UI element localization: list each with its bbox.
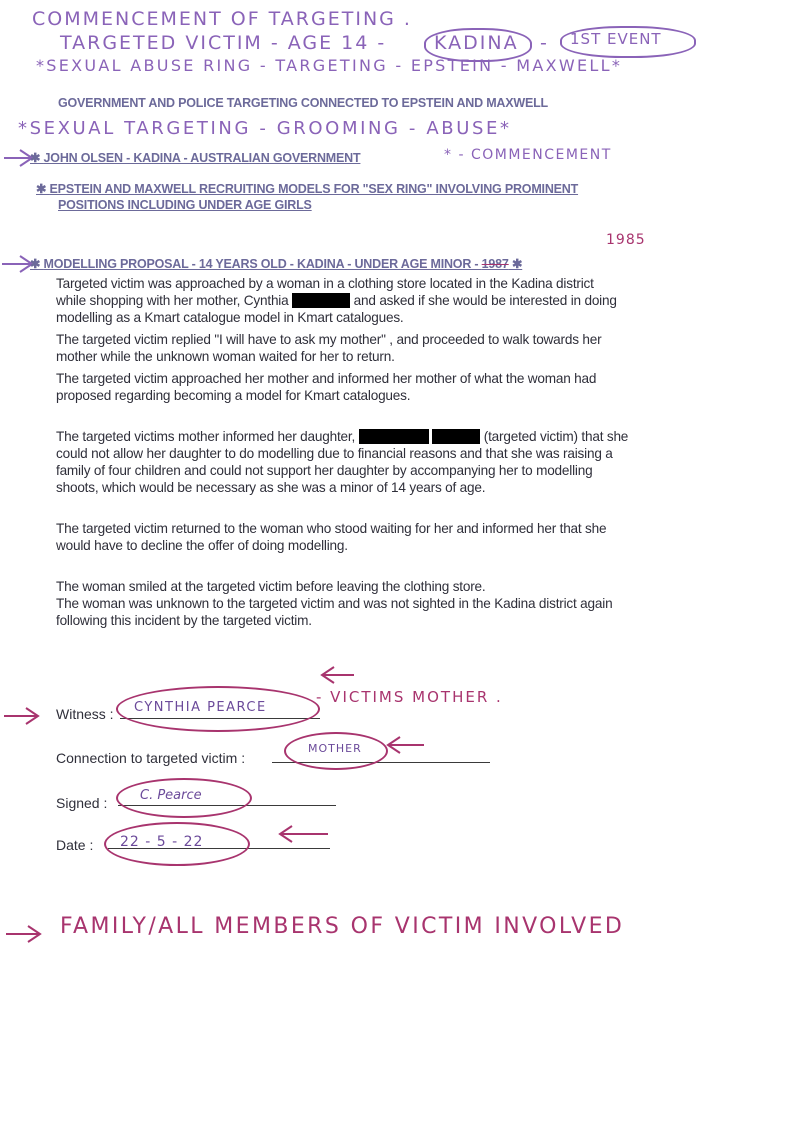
- redaction-bar: [432, 429, 480, 444]
- witness-note: - VICTIMS MOTHER .: [316, 688, 503, 706]
- handwritten-commencement: * - COMMENCEMENT: [444, 147, 612, 163]
- redaction-bar: [359, 429, 429, 444]
- connection-value: MOTHER: [308, 742, 362, 755]
- arrow-icon: [4, 922, 44, 946]
- date-label: Date :: [56, 837, 94, 853]
- bullet-olsen: ✱ JOHN OLSEN - KADINA - AUSTRALIAN GOVERNMENT: [30, 151, 361, 165]
- arrow-icon: [318, 664, 358, 686]
- paragraph-2: The targeted victim replied "I will have to ask my mother" , and proceeded to walk towards her mother while the unknown woman waited for her to return.: [56, 332, 602, 364]
- redaction-bar: [292, 293, 350, 308]
- arrow-icon: [276, 822, 332, 846]
- handwritten-title: COMMENCEMENT OF TARGETING .: [32, 8, 412, 30]
- footer-note: FAMILY/ALL MEMBERS OF VICTIM INVOLVED: [60, 914, 625, 939]
- signed-label: Signed :: [56, 795, 108, 811]
- paragraph-4: The targeted victims mother informed her daughter, (targeted victim) that she could not allow her daughter to do modelling due to financial reasons and that she was raising a family of four children and could not support her daughter by accompanying her to modelling shoots, which would be necessary as she was a minor of 14 years of age.: [56, 429, 629, 495]
- handwritten-abuse-ring: *SEXUAL ABUSE RING - TARGETING - EPSTEIN - MAXWELL*: [36, 56, 623, 75]
- handwritten-place: KADINA: [434, 32, 519, 54]
- paragraph-6: The woman smiled at the targeted victim before leaving the clothing store. The woman was unknown to the targeted victim and was not sighted in the Kadina district again following this incident by the targeted victim.: [56, 579, 613, 628]
- year-correction: 1985: [606, 232, 646, 248]
- handwritten-dash: -: [540, 32, 548, 54]
- date-value: 22 - 5 - 22: [120, 834, 204, 850]
- body-text: [56, 275, 716, 629]
- paragraph-5: The targeted victim returned to the woman who stood waiting for her and informed her that she would have to decline the offer of doing modelling.: [56, 521, 607, 553]
- witness-value: CYNTHIA PEARCE: [134, 700, 267, 715]
- witness-label: Witness :: [56, 706, 114, 722]
- modelling-heading: ✱ MODELLING PROPOSAL - 14 YEARS OLD - KADINA - UNDER AGE MINOR - 1987 ✱: [30, 257, 523, 271]
- arrow-icon: [2, 704, 42, 728]
- paragraph-1: Targeted victim was approached by a woman in a clothing store located in the Kadina district while shopping with her mother, Cynthia and asked if she would be interested in doing modelling as a Kmart catalogue model in Kmart catalogues.: [56, 276, 617, 325]
- handwritten-grooming: *SEXUAL TARGETING - GROOMING - ABUSE*: [18, 118, 512, 139]
- typed-heading: GOVERNMENT AND POLICE TARGETING CONNECTED TO EPSTEIN AND MAXWELL: [58, 96, 548, 110]
- connection-label: Connection to targeted victim :: [56, 750, 246, 766]
- struck-year: 1987: [481, 257, 509, 271]
- bullet-epstein-line2: POSITIONS INCLUDING UNDER AGE GIRLS: [58, 198, 312, 212]
- signature: C. Pearce: [140, 788, 202, 803]
- arrow-icon: [384, 734, 428, 756]
- bullet-epstein-line1: ✱ EPSTEIN AND MAXWELL RECRUITING MODELS FOR "SEX RING" INVOLVING PROMINENT: [36, 182, 579, 196]
- handwritten-victim-age: TARGETED VICTIM - AGE 14 -: [60, 32, 387, 54]
- paragraph-3: The targeted victim approached her mother and informed her mother of what the woman had proposed regarding becoming a model for Kmart catalogues.: [56, 371, 597, 403]
- handwritten-first-event: 1ST EVENT: [570, 30, 662, 48]
